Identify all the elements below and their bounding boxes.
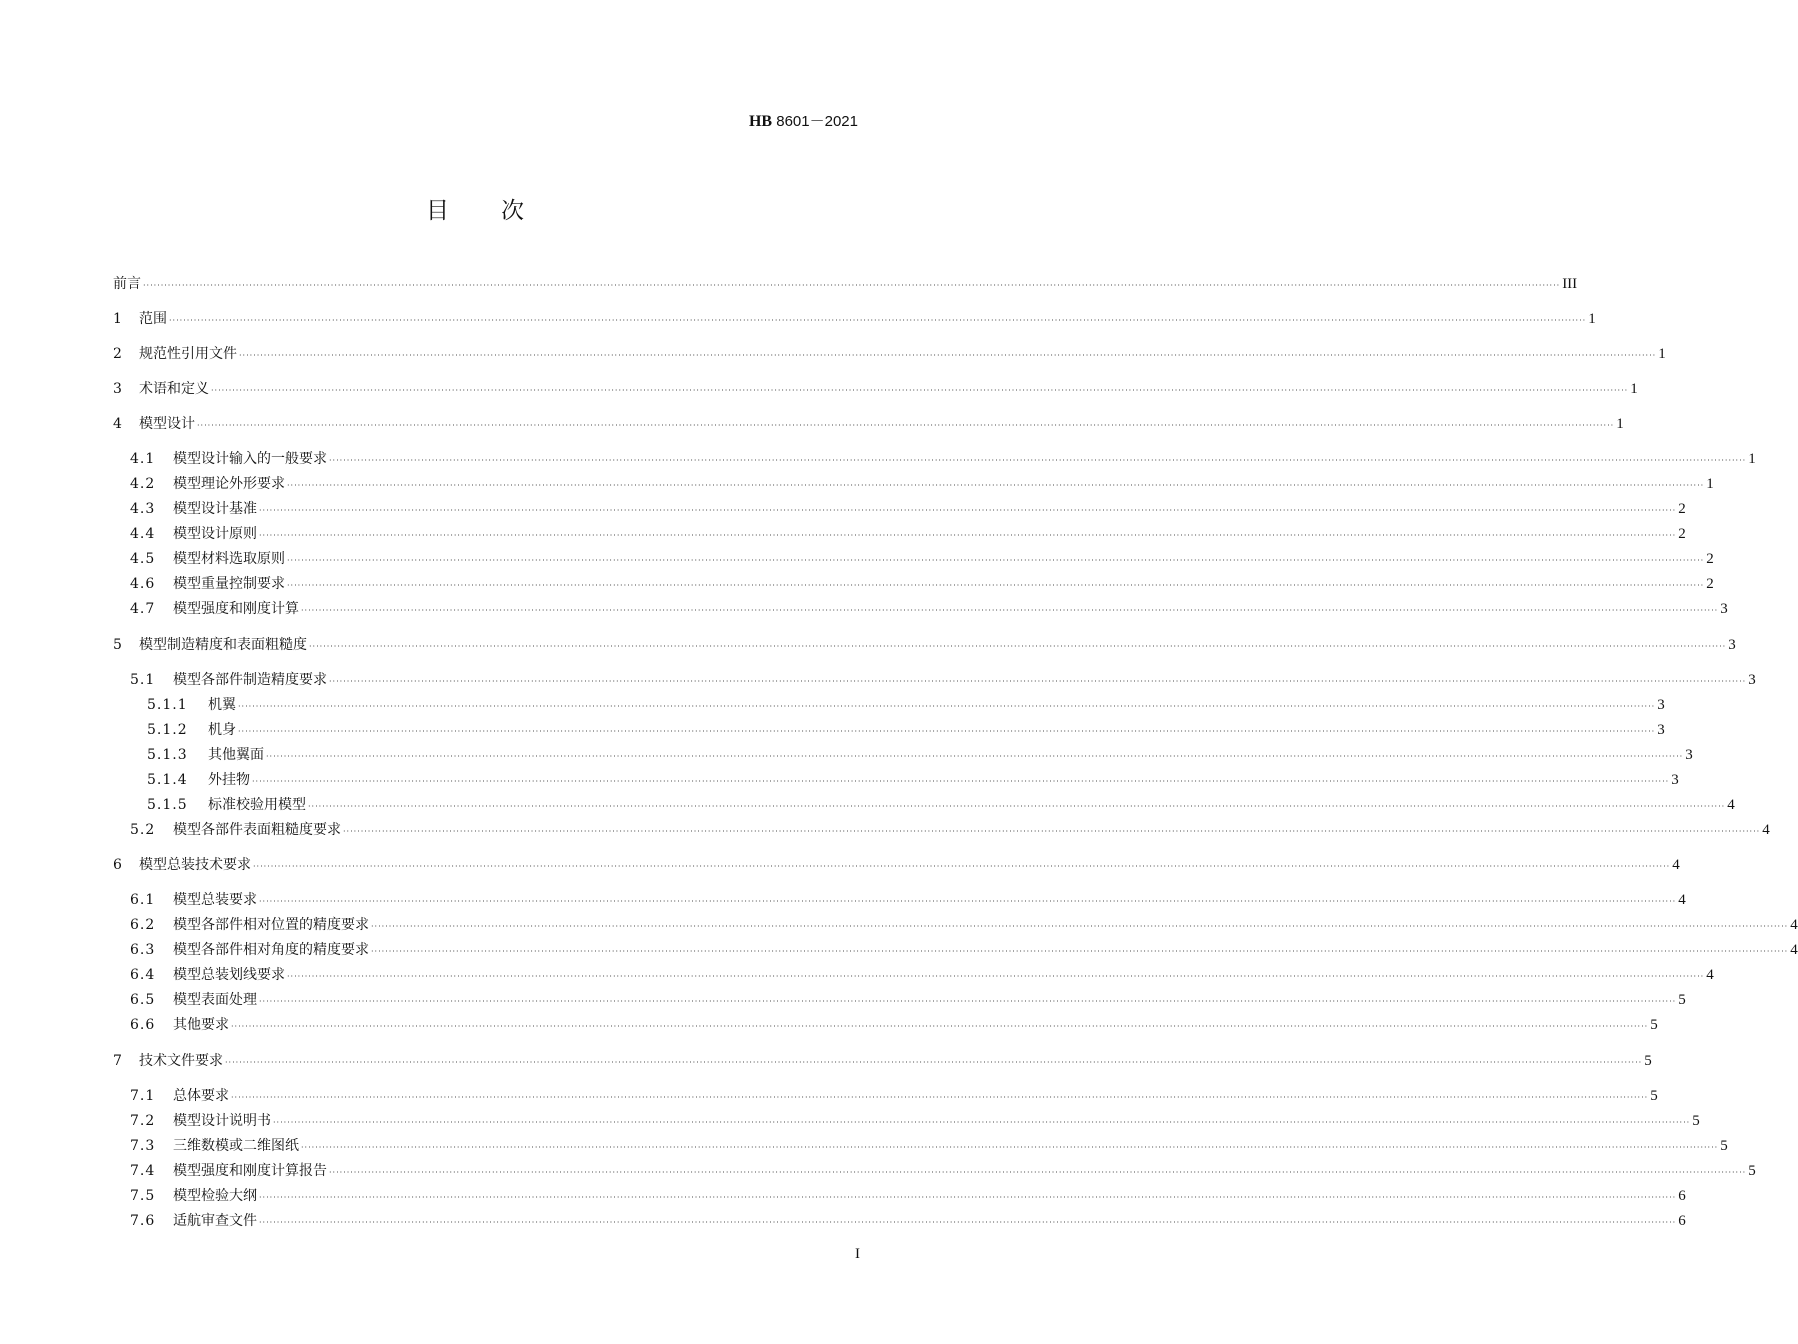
toc-entry-page: 4 (1678, 892, 1686, 908)
toc-entry-number: 2 (113, 346, 123, 362)
toc-entry-page: 1 (1616, 416, 1624, 432)
toc-entry-label: 模型强度和刚度计算 (173, 601, 299, 617)
toc-entry[interactable] (113, 309, 1596, 329)
toc-entry-page: 4 (1672, 857, 1680, 873)
toc-entry[interactable] (130, 1086, 1658, 1106)
toc-leader-dots: ················································································································································································································································································································································································································ (238, 702, 1656, 711)
toc-entry-number: 4.7 (130, 601, 156, 617)
toc-entry-number: 6.2 (130, 917, 156, 933)
toc-entry-number: 7 (113, 1053, 123, 1069)
toc-entry-label: 模型设计原则 (173, 526, 257, 542)
toc-entry-label: 模型各部件制造精度要求 (173, 672, 327, 688)
toc-entry-label: 模型各部件表面粗糙度要求 (173, 822, 341, 838)
toc-entry-page: 4 (1727, 797, 1735, 813)
toc-leader-dots: ················································································································································································································································································································································································································ (239, 351, 1657, 360)
toc-entry-label: 术语和定义 (139, 381, 209, 397)
toc-entry-number: 4.6 (130, 576, 156, 592)
toc-entry-number: 7.6 (130, 1213, 156, 1229)
toc-leader-dots: ················································································································································································································································································································································································································ (259, 1218, 1677, 1227)
standard-code (749, 110, 858, 131)
toc-leader-dots: ················································································································································································································································································································································································································ (329, 677, 1747, 686)
toc-entry-label: 机身 (208, 722, 236, 738)
toc-entry-label: 规范性引用文件 (139, 346, 237, 362)
toc-leader-dots: ················································································································································································································································································································································································································ (309, 642, 1727, 651)
toc-entry-page: 5 (1720, 1138, 1728, 1154)
toc-entry-page: 3 (1685, 747, 1693, 763)
toc-entry-page: 1 (1630, 381, 1638, 397)
toc-leader-dots: ················································································································································································································································································································································································································ (259, 531, 1677, 540)
toc-entry-label: 模型设计 (139, 416, 195, 432)
toc-entry-number: 4.5 (130, 551, 156, 567)
toc-entry[interactable] (130, 1015, 1658, 1035)
toc-entry-number: 1 (113, 311, 123, 327)
toc-entry[interactable] (130, 1161, 1756, 1181)
toc-entry-label: 模型重量控制要求 (173, 576, 285, 592)
toc-leader-dots: ················································································································································································································································································································································································································ (211, 386, 1629, 395)
toc-entry-page: 3 (1657, 697, 1665, 713)
toc-entry[interactable] (130, 940, 1798, 960)
toc-entry-label: 模型各部件相对位置的精度要求 (173, 917, 369, 933)
toc-entry[interactable] (130, 820, 1770, 840)
toc-entry-page: 5 (1748, 1163, 1756, 1179)
toc-entry-label: 技术文件要求 (139, 1053, 223, 1069)
toc-entry-number: 6.4 (130, 967, 156, 983)
standard-number: 8601－2021 (776, 113, 858, 130)
toc-entry-label: 模型总装划线要求 (173, 967, 285, 983)
toc-entry-label: 前言 (113, 276, 141, 292)
toc-entry-label: 模型设计说明书 (173, 1113, 271, 1129)
toc-entry[interactable] (130, 965, 1714, 985)
toc-entry-page: 4 (1706, 967, 1714, 983)
toc-entry-label: 三维数模或二维图纸 (173, 1138, 299, 1154)
toc-entry-page: 2 (1678, 526, 1686, 542)
toc-entry-number: 7.2 (130, 1113, 156, 1129)
toc-leader-dots: ················································································································································································································································································································································································································ (259, 997, 1677, 1006)
toc-leader-dots: ················································································································································································································································································································································································································ (371, 922, 1789, 931)
toc-entry[interactable] (147, 795, 1735, 815)
toc-leader-dots: ················································································································································································································································································································································································································ (308, 802, 1726, 811)
toc-leader-dots: ················································································································································································································································································································································································································ (253, 862, 1671, 871)
toc-entry[interactable] (130, 549, 1714, 569)
toc-entry[interactable] (130, 599, 1728, 619)
toc-entry-page: 3 (1728, 637, 1736, 653)
toc-leader-dots: ················································································································································································································································································································································································································ (329, 456, 1747, 465)
toc-entry-number: 7.4 (130, 1163, 156, 1179)
toc-entry[interactable] (130, 915, 1798, 935)
toc-entry-label: 外挂物 (208, 772, 250, 788)
toc-entry[interactable] (130, 499, 1686, 519)
page-title: 目次 (426, 198, 576, 224)
toc-leader-dots: ················································································································································································································································································································································································································ (301, 606, 1719, 615)
toc-entry-label: 模型总装技术要求 (139, 857, 251, 873)
toc-entry-number: 5.1.3 (147, 747, 188, 763)
toc-entry-label: 模型强度和刚度计算报告 (173, 1163, 327, 1179)
toc-leader-dots: ················································································································································································································································································································································································································ (231, 1093, 1649, 1102)
toc-entry-label: 标准校验用模型 (208, 797, 306, 813)
toc-entry[interactable] (130, 990, 1686, 1010)
toc-entry[interactable] (130, 449, 1756, 469)
toc-entry[interactable] (130, 474, 1714, 494)
toc-entry[interactable] (113, 855, 1680, 875)
toc-leader-dots: ················································································································································································································································································································································································································ (197, 421, 1615, 430)
toc-entry-label: 模型总装要求 (173, 892, 257, 908)
toc-leader-dots: ················································································································································································································································································································································································································ (143, 281, 1561, 290)
toc-entry-number: 4.1 (130, 451, 156, 467)
toc-entry-number: 4.2 (130, 476, 156, 492)
toc-entry-label: 模型各部件相对角度的精度要求 (173, 942, 369, 958)
toc-leader-dots: ················································································································································································································································································································································································································ (259, 897, 1677, 906)
toc-entry-page: 2 (1706, 551, 1714, 567)
toc-entry[interactable] (113, 344, 1666, 364)
toc-entry-label: 适航审查文件 (173, 1213, 257, 1229)
toc-entry-number: 3 (113, 381, 123, 397)
toc-entry[interactable] (130, 1211, 1686, 1231)
toc-entry-page: 5 (1650, 1017, 1658, 1033)
toc-entry-page: 1 (1588, 311, 1596, 327)
toc-entry[interactable] (147, 770, 1679, 790)
toc-entry[interactable] (147, 745, 1693, 765)
toc-entry-page: 5 (1650, 1088, 1658, 1104)
toc-leader-dots: ················································································································································································································································································································································································································ (259, 506, 1677, 515)
toc-entry-page: 5 (1644, 1053, 1652, 1069)
toc-leader-dots: ················································································································································································································································································································································································································ (273, 1118, 1691, 1127)
toc-leader-dots: ················································································································································································································································································································································································································ (329, 1168, 1747, 1177)
toc-entry-label: 模型材料选取原则 (173, 551, 285, 567)
toc-entry[interactable] (130, 670, 1756, 690)
toc-entry-number: 4.3 (130, 501, 156, 517)
toc-entry-number: 5.2 (130, 822, 156, 838)
toc-entry[interactable] (147, 720, 1665, 740)
toc-entry-number: 5.1.4 (147, 772, 188, 788)
toc-entry[interactable] (113, 1051, 1652, 1071)
toc-entry-page: 2 (1678, 501, 1686, 517)
toc-entry-number: 6.6 (130, 1017, 156, 1033)
toc-entry-page: 1 (1706, 476, 1714, 492)
toc-entry-number: 7.1 (130, 1088, 156, 1104)
toc-leader-dots: ················································································································································································································································································································································································································ (252, 777, 1670, 786)
toc-leader-dots: ················································································································································································································································································································································································································ (287, 581, 1705, 590)
toc-entry-number: 6.1 (130, 892, 156, 908)
toc-entry-page: 5 (1692, 1113, 1700, 1129)
toc-entry-label: 模型设计基准 (173, 501, 257, 517)
toc-entry-label: 其他翼面 (208, 747, 264, 763)
toc-entry-page: 4 (1790, 942, 1798, 958)
toc-entry[interactable] (113, 635, 1736, 655)
toc-entry-label: 模型理论外形要求 (173, 476, 285, 492)
toc-entry[interactable] (130, 890, 1686, 910)
toc-entry-label: 模型检验大纲 (173, 1188, 257, 1204)
toc-entry[interactable] (130, 574, 1714, 594)
toc-entry-page: 4 (1762, 822, 1770, 838)
toc-entry[interactable] (147, 695, 1665, 715)
toc-entry-number: 6 (113, 857, 123, 873)
toc-entry-number: 5.1.2 (147, 722, 188, 738)
toc-leader-dots: ················································································································································································································································································································································································································ (259, 1193, 1677, 1202)
toc-entry-label: 模型制造精度和表面粗糙度 (139, 637, 307, 653)
toc-leader-dots: ················································································································································································································································································································································································································ (169, 316, 1587, 325)
toc-leader-dots: ················································································································································································································································································································································································································ (301, 1143, 1719, 1152)
toc-leader-dots: ················································································································································································································································································································································································································ (343, 827, 1761, 836)
toc-entry-label: 机翼 (208, 697, 236, 713)
toc-entry-page: 5 (1678, 992, 1686, 1008)
toc-entry-number: 7.5 (130, 1188, 156, 1204)
toc-entry-page: 3 (1748, 672, 1756, 688)
toc-entry-number: 4.4 (130, 526, 156, 542)
toc-entry[interactable] (113, 274, 1578, 294)
toc-leader-dots: ················································································································································································································································································································································································································ (225, 1058, 1643, 1067)
toc-entry-page: III (1562, 276, 1578, 292)
toc-entry-number: 5.1.1 (147, 697, 188, 713)
toc-entry-number: 6.5 (130, 992, 156, 1008)
toc-leader-dots: ················································································································································································································································································································································································································ (287, 481, 1705, 490)
toc-entry-label: 模型表面处理 (173, 992, 257, 1008)
page-number: I (855, 1246, 860, 1262)
toc-entry-label: 范围 (139, 311, 167, 327)
toc-entry-number: 4 (113, 416, 123, 432)
toc-entry-page: 4 (1790, 917, 1798, 933)
toc-entry-page: 1 (1658, 346, 1666, 362)
toc-entry-page: 1 (1748, 451, 1756, 467)
toc-leader-dots: ················································································································································································································································································································································································································ (287, 556, 1705, 565)
toc-entry-number: 5.1.5 (147, 797, 188, 813)
toc-entry-page: 6 (1678, 1213, 1686, 1229)
toc-entry[interactable] (113, 414, 1624, 434)
toc-entry-page: 6 (1678, 1188, 1686, 1204)
toc-leader-dots: ················································································································································································································································································································································································································ (238, 727, 1656, 736)
toc-entry-page: 2 (1706, 576, 1714, 592)
toc-entry-page: 3 (1720, 601, 1728, 617)
toc-entry[interactable] (130, 1136, 1728, 1156)
toc-entry-page: 3 (1657, 722, 1665, 738)
toc-entry-number: 5.1 (130, 672, 156, 688)
toc-leader-dots: ················································································································································································································································································································································································································ (266, 752, 1684, 761)
toc-leader-dots: ················································································································································································································································································································································································································ (371, 947, 1789, 956)
toc-entry[interactable] (130, 524, 1686, 544)
toc-entry-page: 3 (1671, 772, 1679, 788)
toc-leader-dots: ················································································································································································································································································································································································································ (287, 972, 1705, 981)
toc-entry[interactable] (130, 1111, 1700, 1131)
toc-entry-number: 5 (113, 637, 123, 653)
toc-entry-label: 模型设计输入的一般要求 (173, 451, 327, 467)
toc-entry-number: 7.3 (130, 1138, 156, 1154)
standard-prefix: HB (748, 113, 773, 130)
toc-entry-label: 其他要求 (173, 1017, 229, 1033)
toc-entry-label: 总体要求 (173, 1088, 229, 1104)
toc-leader-dots: ················································································································································································································································································································································································································ (231, 1022, 1649, 1031)
toc-entry[interactable] (130, 1186, 1686, 1206)
toc-entry[interactable] (113, 379, 1638, 399)
toc-entry-number: 6.3 (130, 942, 156, 958)
